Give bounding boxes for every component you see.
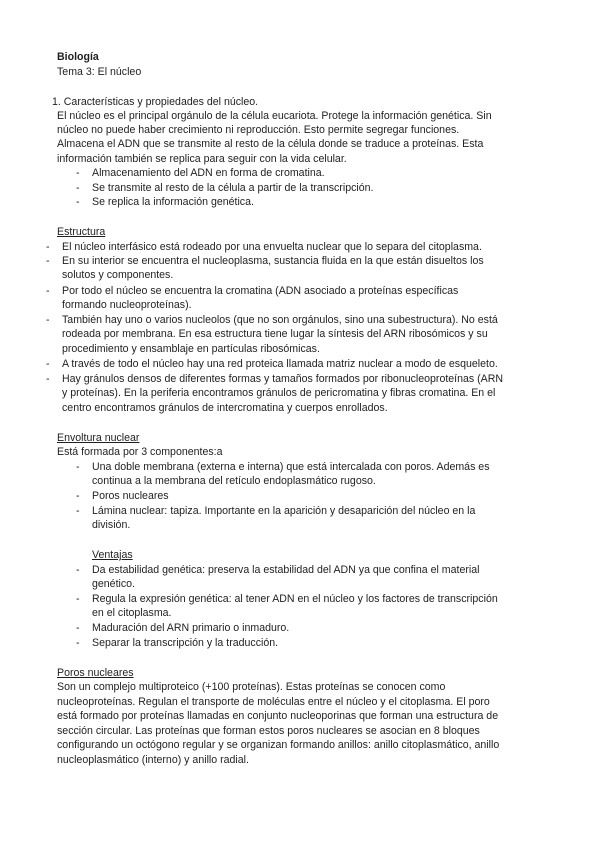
- bullet-dash: -: [76, 564, 80, 576]
- bullet-dash: -: [76, 461, 80, 473]
- bullet-dash: -: [76, 505, 80, 517]
- bullet-dash: -: [46, 314, 50, 326]
- bullet-dash: -: [46, 255, 50, 267]
- document-subject: Biología: [57, 51, 99, 63]
- paragraph-line: información también se replica para seguir con la vida celular.: [57, 153, 347, 165]
- bullet-dash: -: [76, 167, 80, 179]
- bullet-dash: -: [76, 196, 80, 208]
- subsection-heading: Ventajas: [92, 549, 133, 561]
- bullet-dash: -: [46, 241, 50, 253]
- bullet-dash: -: [76, 490, 80, 502]
- section-intro: Está formada por 3 componentes:a: [57, 446, 223, 458]
- paragraph-line: Son un complejo multiproteico (+100 proteínas). Estas proteínas se conocen como: [57, 681, 446, 693]
- paragraph-line: El núcleo es el principal orgánulo de la célula eucariota. Protege la información genética. Sin: [57, 110, 492, 122]
- paragraph-line: está formado por proteínas llamadas en conjunto nucleoporinas que forman una estructura de: [57, 710, 499, 722]
- paragraph-line: configurando un octógono regular y se organizan formando anillos: anillo citoplasmático, anillo: [57, 739, 500, 751]
- bullet-dash: -: [46, 285, 50, 297]
- paragraph-line: sección circular. Las proteínas que forman estos poros nucleares se asocian en 8 bloques: [57, 725, 480, 737]
- bullet-dash: -: [46, 358, 50, 370]
- section-heading: Poros nucleares: [57, 667, 134, 679]
- bullet-dash: -: [76, 637, 80, 649]
- paragraph-line: nucleoplasmático (interno) y anillo radial.: [57, 754, 249, 766]
- bullet-dash: -: [76, 622, 80, 634]
- document-topic: Tema 3: El núcleo: [57, 66, 142, 78]
- section-heading: Estructura: [57, 226, 106, 238]
- section-heading: Envoltura nuclear: [57, 432, 140, 444]
- paragraph-line: núcleo no puede haber crecimiento ni reproducción. Esto permite segregar funciones.: [57, 124, 460, 136]
- bullet-dash: -: [46, 373, 50, 385]
- bullet-dash: -: [76, 593, 80, 605]
- document-page: Biología Tema 3: El núcleo 1. Características y propiedades del núcleo. El núcleo es el principal orgánulo de la célula eucariota. Protege la información genética. Sin núcleo no puede haber crecimiento ni reproducción. Esto permite segregar funciones. Almacena el ADN que se transmite al resto de la célula donde se traduce a proteínas. Esta información también se replica para seguir con la vida celular. - Almacenamiento del ADN en forma de cromatina. - Se transmite al resto de la célula a partir de la transcripción. - Se replica la información genética. Estructura - El núcleo interfásico está rodeado por una envuelta nuclear que lo separa del citoplasma. - En su interior se encuentra el nucleoplasma, sustancia fluida en la que están disueltos los solutos y componentes. - Por todo el núcleo se encuentra la cromatina (ADN asociado a proteínas específicas formando nucleoproteínas). - También hay uno o varios nucleolos (que no son orgánulos, sino una subestructura). No está rodeada por membrana. En esa estructura tiene lugar la síntesis del ARN ribosómicos y su procedimiento y ensamblaje en partículas ribosómicas. - A través de todo el núcleo hay una red proteica llamada matriz nuclear a modo de esqueleto. - Hay gránulos densos de diferentes formas y tamaños formados por ribonucleoproteínas (ARN y proteínas). En la periferia encontramos gránulos de pericromatina y fibras cromatina. En el centro encontramos gránulos de intercromatina y cuerpos enrollados. Envoltura nuclear Está formada por 3 componentes:a - Una doble membrana (externa e interna) que está intercalada con poros. Además es continua a la membrana del retículo endoplasmático rugoso. - Poros nucleares - Lámina nuclear: tapiza. Importante en la aparición y desaparición del núcleo en la división. Ventajas - Da estabilidad genética: preserva la estabilidad del ADN ya que confina el material genético. - Regula la expresión genética: al tener ADN en el núcleo y los factores de transcripción en el citoplasma. - Maduración del ARN primario o inmaduro. - Separar la transcripción y la traducción. Poros nucleares Son un complejo multiproteico (+100 proteínas). Estas proteínas se conocen como nucleoproteínas. Regulan el transporte de moléculas entre el núcleo y el citoplasma. El poro está formado por proteínas llamadas en conjunto nucleoporinas que forman una estructura de sección circular. Las proteínas que forman estos poros nucleares se asocian en 8 bloques configurando un octógono regular y se organizan formando anillos: anillo citoplasmático, anillo nucleoplasmático (interno) y anillo radial.: [46, 51, 504, 766]
- section-title: 1. Características y propiedades del núcleo.: [52, 96, 259, 108]
- paragraph-line: nucleoproteínas. Regulan el transporte de moléculas entre el núcleo y el citoplasma. El poro: [57, 696, 490, 708]
- bullet-dash: -: [76, 182, 80, 194]
- paragraph-line: Almacena el ADN que se transmite al resto de la célula donde se traduce a proteínas. Esta: [57, 138, 484, 150]
